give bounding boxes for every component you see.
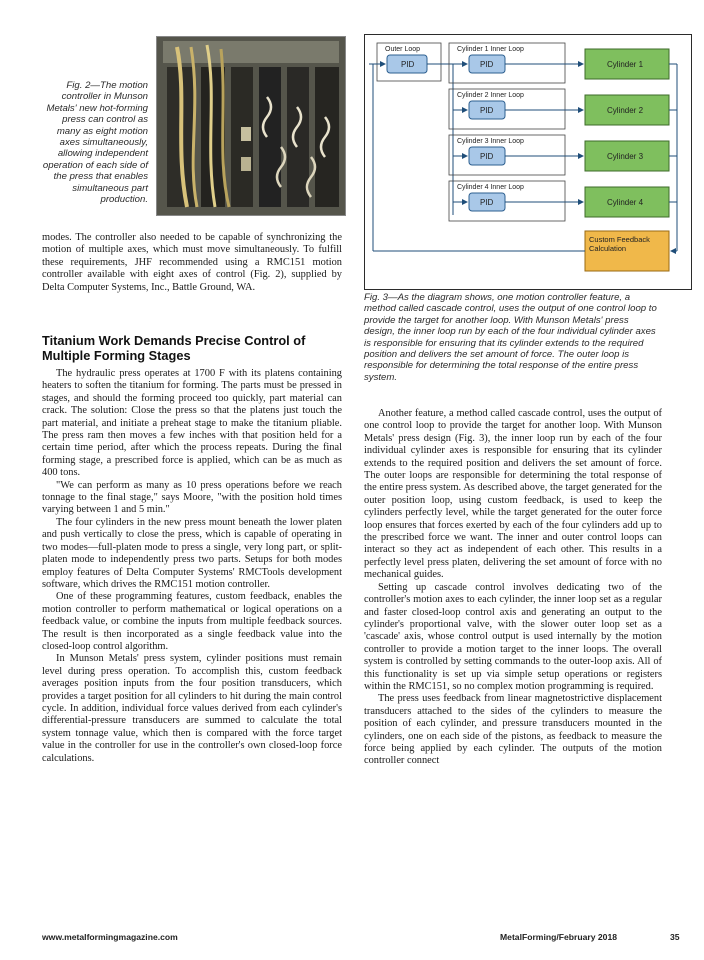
footer-website[interactable]: www.metalformingmagazine.com <box>42 932 178 942</box>
outer-loop-label: Outer Loop <box>385 46 421 53</box>
inner-loop-label-3: Cylinder 3 Inner Loop <box>457 138 524 145</box>
inner-pid-label-3: PID <box>480 152 494 161</box>
cylinder-label-1: Cylinder 1 <box>607 60 644 69</box>
figure-3-caption: Fig. 3—As the diagram shows, one motion controller feature, a method called cascade control, uses the output of one control loop to provide the target for another loop. With Munson Metals' press design, the inner loop run by each of the four individual cylinder axes is responsible for ensuring that its cylinder extends to the required position and delivers the set amount of force. The outer loop is responsible for determining the total response of the entire press system. <box>364 292 657 383</box>
inner-loop-label-2: Cylinder 2 Inner Loop <box>457 92 524 99</box>
cascade-control-diagram <box>365 35 691 289</box>
paragraph: Setting up cascade control involves dedicating two of the controller's motion axes to each cylinder, the inner loop set as a regular and faster closed-loop control axis and generating an output to the cylinder's proportional valve, with the slower outer loop set as a 'cascade' axis, whose control output is used internally by the motion controller to provide a motion target to the inner loops. The overall system is controlled by setting commands to the outer-loop axis. All of this functionality is set up via simple setup operations or registers within the RMC151, so no complex motion programming is required. <box>364 581 662 692</box>
inner-pid-label-1: PID <box>480 60 494 69</box>
figure-2-caption: Fig. 2—The motion controller in Munson Metals' new hot-forming press can control as many as eight motion axes simultaneously, allowing independent operation of each side of the press that enables simultaneous part production. <box>42 80 148 206</box>
paragraph: One of these programming features, custom feedback, enables the motion controller to perform mathematical or logical operations on a feedback value, or combine the inputs from multiple feedback sources. The result is then incorporated as a single feedback value into the closed-loop control algorithm. <box>42 591 342 652</box>
paragraph: Another feature, a method called cascade control, uses the output of one control loop to provide the target for another loop. With Munson Metals' press design (Fig. 3), the inner loop run by each of the four individual cylinder axes is responsible for ensuring that its cylinder extends to the required position and delivers the set amount of force. The outer loops are responsible for determining the total response of the entire press system. As described above, the target generated for the outer position loop, using custom feedback, is used to keep the cylinders perfectly level, while the target generated for the outer force loop ensures that forces exerted by each of the four cylinders add up to the prescribed force we want. The inner and outer control loops can interact so they act as independent of each other. This results in a perfectly level press platen, delivering the set amount of force with no mechanical guides. <box>364 408 662 581</box>
intro-paragraph: modes. The controller also needed to be capable of synchronizing the motion of multiple axes, which must move simultaneously. To fulfill these requirements, JHF recommended using a RMC151 motion controller available with eight axes of control (Fig. 2), supplied by Delta Computer Systems, Inc., Battle Ground, WA. <box>42 232 342 293</box>
figure-3-diagram <box>364 34 692 290</box>
page-number: 35 <box>670 932 680 942</box>
cylinder-label-4: Cylinder 4 <box>607 198 644 207</box>
inner-pid-label-2: PID <box>480 106 494 115</box>
inner-pid-label-4: PID <box>480 198 494 207</box>
column-1-body <box>42 368 342 765</box>
footer-issue: MetalForming/February 2018 <box>500 932 618 942</box>
custom-feedback-label: Custom Feedback Calculation <box>589 235 650 253</box>
paragraph: "We can perform as many as 10 press operations before we reach tonnage to the final stage," says Moore, "with the position hold times varying between 1 and 5 min." <box>42 479 342 516</box>
outer-pid-label: PID <box>401 60 415 69</box>
inner-loop-label-1: Cylinder 1 Inner Loop <box>457 46 524 53</box>
paragraph: In Munson Metals' press system, cylinder positions must remain level during press operation. To accomplish this, custom feedback averages position inputs from the four position transducers, which provides a target position for all cylinders to hit during the main control cycle. In addition, individual force values derived from each cylinder's differential-pressure transducers are summed to calculate the total system tonnage value, which then is compared with the force target value in the controller for use in the controller's own closed-loop force calculations. <box>42 653 342 764</box>
column-2-body <box>364 408 662 768</box>
paragraph: The four cylinders in the new press mount beneath the lower platen and push vertically to close the press, which is capable of operating in two modes—full-platen mode to press a single, very long part, or split-platen mode to independently press two parts. Setups for both modes employ features of Delta Computer Systems' RMCTools development software, which drives the RMC151 motion controller. <box>42 516 342 590</box>
cylinder-label-3: Cylinder 3 <box>607 152 644 161</box>
motion-controller-image <box>157 37 345 215</box>
inner-loop-label-4: Cylinder 4 Inner Loop <box>457 184 524 191</box>
cylinder-label-2: Cylinder 2 <box>607 106 644 115</box>
figure-2-photo <box>156 36 346 216</box>
column-1-intro <box>42 232 342 294</box>
section-heading: Titanium Work Demands Precise Control of Multiple Forming Stages <box>42 333 306 363</box>
paragraph: The press uses feedback from linear magnetostrictive displacement transducers attached to the sides of the cylinders to measure the position of each cylinder, and pressure transducers mounted in the cylinders, one on each side of the pistons, as feedback to measure the force being applied by each cylinder. The outputs of the motion controller connect <box>364 693 662 767</box>
paragraph: The hydraulic press operates at 1700 F with its platens containing heaters to soften the titanium for forming. The parts must be pressed in stages, and should the forming proceed too quickly, part material can crack. The solution: Close the press so that the platens just touch the part material, and initiate a preheat stage to make the titanium pliable. The press ram then moves a few inches with that position held for a certain time period, after which the process repeats. During the final forming stage, a prescribed force is applied, which can be as much as 400 tons. <box>42 368 342 479</box>
